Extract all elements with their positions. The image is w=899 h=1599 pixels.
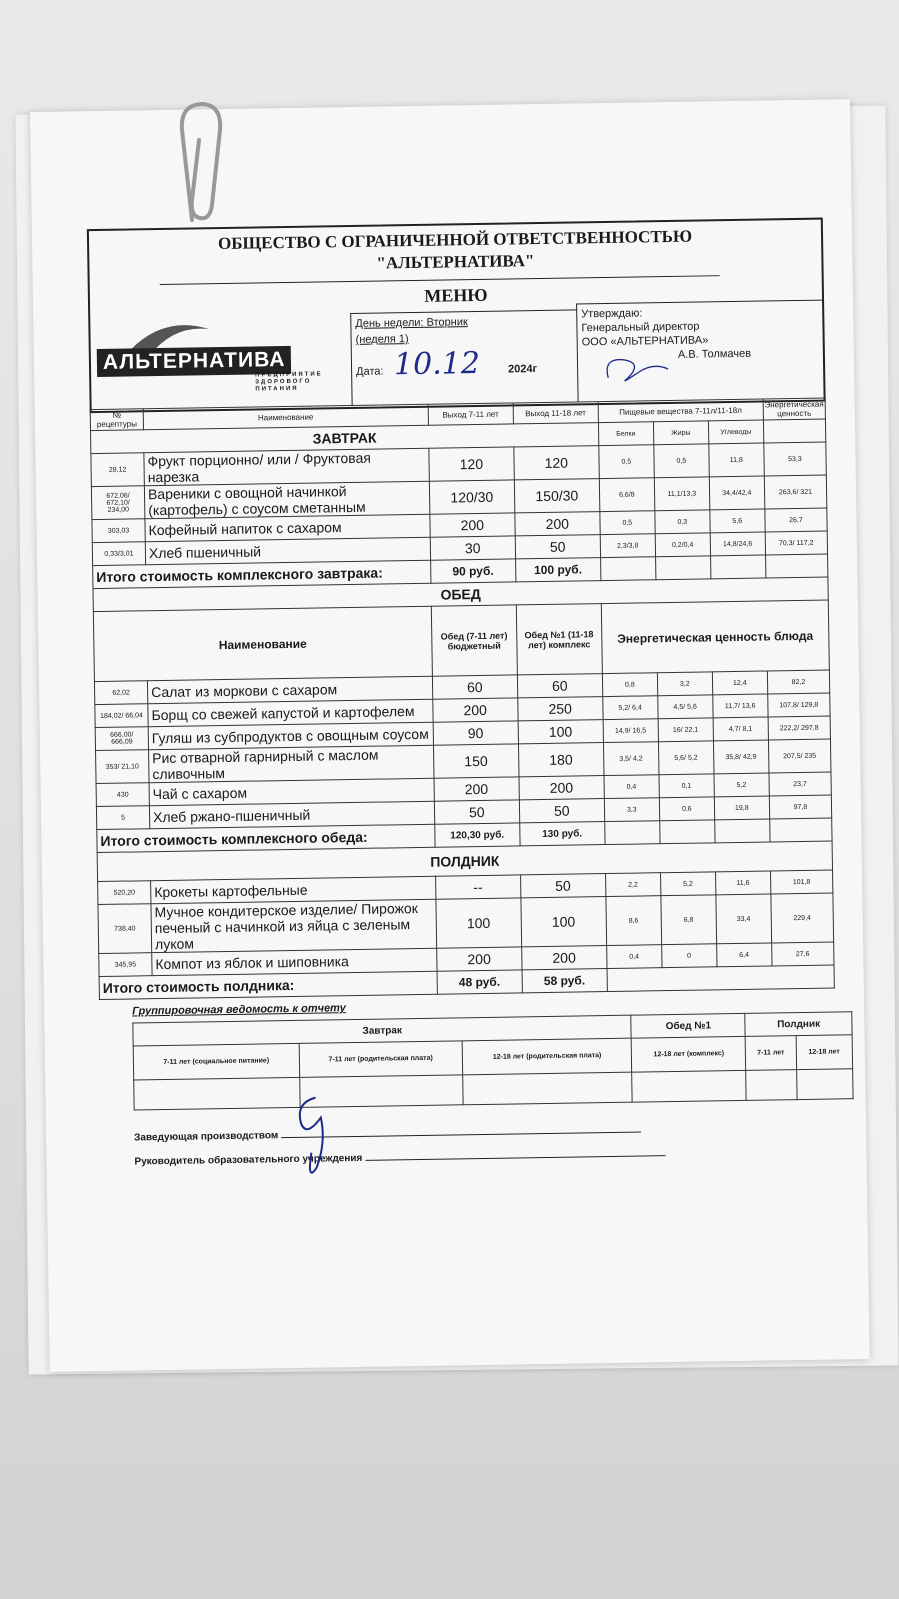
snack-title: ПОЛДНИК	[97, 841, 832, 882]
carbs-value: 5,6	[710, 509, 765, 533]
fat-value: 11,1/13,3	[654, 477, 710, 511]
portion-11-18: 200	[519, 776, 604, 800]
portion-11-18: 100	[518, 720, 603, 744]
energy-value: 101,8	[770, 870, 833, 894]
recipe-code: 666,00/ 666,09	[95, 727, 148, 751]
portion-7-11: 50	[434, 800, 519, 824]
recipe-code: 303,03	[92, 519, 145, 543]
protein-value: 0,4	[604, 775, 659, 799]
dish-name: Салат из моркови с сахаром	[147, 676, 432, 703]
portion-11-18: 50	[515, 535, 600, 559]
col-protein: Белки	[598, 422, 653, 446]
fat-value: 6,8	[661, 895, 717, 945]
energy-value: 222,2/ 297,8	[768, 716, 831, 740]
col-empty	[763, 419, 826, 443]
menu-title: МЕНЮ	[424, 284, 488, 306]
portion-11-18: 250	[518, 697, 603, 721]
recipe-code: 62,02	[94, 681, 147, 705]
portion-7-11: 120	[429, 447, 515, 481]
portion-11-18: 50	[520, 874, 605, 898]
sign-production-label: Заведующая производством	[134, 1130, 279, 1144]
portion-7-11: 200	[434, 777, 519, 801]
approve-name: А.В. Толмачев	[677, 347, 752, 361]
lunch-total-a: 120,30 руб.	[435, 823, 520, 847]
lunch-col-a: Обед (7-11 лет) бюджетный	[431, 605, 517, 676]
carbs-value: 6,4	[716, 943, 771, 967]
energy-value: 97,8	[769, 795, 832, 819]
sign-director	[134, 1148, 665, 1167]
lunch-col-b: Обед №1 (11-18 лет) комплекс	[516, 604, 602, 675]
col-recipe: № рецептуры	[90, 409, 143, 431]
grouping-l1: 12-18 лет (комплекс)	[632, 1036, 746, 1072]
portion-11-18: 100	[521, 897, 607, 947]
energy-value: 27,6	[771, 942, 834, 966]
breakfast-total-a: 90 руб.	[430, 559, 515, 583]
approve-line-3: ООО «АЛЬТЕРНАТИВА»	[581, 334, 709, 349]
date-box	[350, 309, 578, 406]
energy-value: 26,7	[765, 508, 828, 532]
portion-11-18: 50	[519, 799, 604, 823]
portion-7-11: 200	[430, 513, 515, 537]
lunch-header-row	[93, 600, 829, 682]
portion-7-11: 100	[436, 898, 522, 948]
menu-table	[90, 398, 835, 1000]
energy-value: 207,5/ 235	[768, 739, 831, 773]
grouping-breakfast: Завтрак	[133, 1015, 632, 1046]
portion-7-11: 90	[433, 721, 518, 745]
breakfast-total-b: 100 руб.	[515, 558, 600, 582]
org-line-2: "АЛЬТЕРНАТИВА"	[376, 251, 535, 273]
col-energy: Энергетическая ценность	[764, 399, 824, 419]
fat-value: 0,6	[659, 797, 714, 821]
dish-name: Рис отварной гарнирный с маслом сливочным	[149, 745, 434, 782]
grouping-s2: 12-18 лет	[796, 1035, 853, 1070]
dish-name: Компот из яблок и шиповника	[152, 948, 437, 975]
portion-11-18: 200	[521, 946, 606, 970]
col-out-7-11: Выход 7-11 лет	[428, 403, 513, 425]
date-label: Дата:	[356, 365, 384, 378]
fat-value: 0,1	[659, 774, 714, 798]
dish-name: Фрукт порционно/ или / Фруктовая нарезка	[144, 448, 429, 485]
fat-value: 5,2	[660, 872, 715, 896]
portion-7-11: 200	[436, 947, 521, 971]
fat-value: 5,6/ 5,2	[658, 741, 714, 775]
portion-7-11: 150	[433, 744, 519, 778]
carbs-value: 19,8	[714, 796, 769, 820]
grouping-lunch: Обед №1	[631, 1013, 745, 1038]
col-fat: Жиры	[653, 421, 708, 445]
approve-line-2: Генеральный директор	[581, 320, 700, 335]
breakfast-total-label: Итого стоимость комплексного завтрака:	[93, 560, 431, 588]
breakfast-rows	[91, 442, 828, 566]
snack-total-b: 58 руб.	[522, 969, 607, 993]
energy-value: 263,6/ 321	[764, 475, 827, 509]
dish-name: Кофейный напиток с сахаром	[145, 514, 430, 541]
energy-value: 107,8/ 129,8	[767, 693, 830, 717]
carbs-value: 14,8/24,6	[710, 532, 765, 556]
menu-sheet	[30, 99, 870, 1372]
col-out-11-18: Выход 11-18 лет	[513, 402, 598, 424]
sign-production	[134, 1125, 641, 1144]
dish-name: Вареники с овощной начинкой (картофель) с соусом сметанным	[144, 481, 429, 518]
header-box	[87, 218, 826, 414]
grouping-b1: 7-11 лет (социальное питание)	[133, 1043, 299, 1080]
protein-value: 3,5/ 4,2	[603, 742, 659, 776]
carbs-value: 12,4	[712, 671, 767, 695]
logo-text: АЛЬТЕРНАТИВА	[97, 346, 292, 377]
lunch-total-b: 130 руб.	[519, 822, 604, 846]
dish-name: Крокеты картофельные	[151, 876, 436, 903]
portion-7-11: 120/30	[429, 480, 515, 514]
lunch-rows	[94, 670, 831, 830]
company-logo	[94, 317, 345, 401]
carbs-value: 5,2	[714, 773, 769, 797]
recipe-code: 184,02/ 66,04	[95, 704, 148, 728]
portion-11-18: 200	[515, 512, 600, 536]
recipe-code: 672,06/ 672,10/ 234,00	[91, 486, 145, 520]
carbs-value: 35,8/ 42,9	[713, 740, 769, 774]
dish-name: Борщ со свежей капустой и картофелем	[148, 699, 433, 726]
weekday: День недели: Вторник	[355, 316, 468, 330]
carbs-value: 34,4/42,4	[709, 476, 765, 510]
snack-total-label: Итого стоимость полдника:	[99, 971, 437, 999]
recipe-code: 353/ 21,10	[96, 750, 150, 784]
energy-value: 23,7	[769, 772, 832, 796]
breakfast-title: ЗАВТРАК	[91, 423, 599, 454]
energy-value: 82,2	[767, 670, 830, 694]
carbs-value: 33,4	[716, 894, 772, 944]
protein-value: 14,9/ 16,5	[603, 719, 658, 743]
protein-value: 0,5	[599, 445, 655, 479]
recipe-code: 28,12	[91, 453, 145, 487]
energy-value: 70,3/ 117,2	[765, 531, 828, 555]
org-line-1: ОБЩЕСТВО С ОГРАНИЧЕННОЙ ОТВЕТСТВЕННОСТЬЮ	[217, 226, 693, 254]
dish-name: Чай с сахаром	[149, 778, 434, 805]
protein-value: 2,2	[605, 873, 660, 897]
org-name	[89, 224, 822, 279]
signature-icon	[598, 347, 679, 388]
grouping-title: Группировочная ведомость к отчету	[132, 1002, 346, 1018]
portion-11-18: 180	[518, 743, 604, 777]
col-carbs: Углеводы	[708, 420, 763, 444]
grouping-b2: 7-11 лет (родительская плата)	[299, 1041, 463, 1078]
portion-7-11: 200	[433, 698, 518, 722]
energy-value: 229,4	[771, 893, 834, 943]
recipe-code: 0,33/3,01	[92, 542, 145, 566]
year: 2024г	[508, 363, 538, 376]
col-nutrients: Пищевые вещества 7-11л/11-18л	[598, 399, 763, 423]
protein-value: 2,3/3,8	[600, 534, 655, 558]
carbs-value: 4,7/ 8,1	[713, 717, 768, 741]
protein-value: 8,6	[606, 896, 662, 946]
handwritten-signature-icon	[285, 1092, 346, 1183]
date-handwritten: 10.12	[393, 345, 481, 383]
recipe-code: 5	[96, 806, 149, 830]
dish-name: Хлеб пшеничный	[145, 537, 430, 564]
recipe-code: 430	[96, 783, 149, 807]
portion-11-18: 120	[514, 446, 600, 480]
recipe-code: 738,40	[98, 904, 152, 954]
fat-value: 0	[661, 944, 716, 968]
fat-value: 0,2/0,4	[655, 533, 710, 557]
recipe-code: 520,20	[98, 881, 151, 905]
lunch-col-name: Наименование	[93, 606, 432, 681]
paperclip-icon	[172, 100, 232, 230]
carbs-value: 11,8	[709, 443, 765, 477]
portion-11-18: 60	[517, 674, 602, 698]
protein-value: 0,8	[602, 673, 657, 697]
grouping-table	[132, 1011, 853, 1110]
logo-subtitle: ПРЕДПРИЯТИЕ ЗДОРОВОГО ПИТАНИЯ	[255, 371, 323, 393]
protein-value: 5,2/ 6,4	[603, 696, 658, 720]
portion-7-11: 60	[432, 675, 517, 699]
snack-rows	[98, 870, 834, 977]
fat-value: 0,5	[654, 444, 710, 478]
approval-box	[576, 300, 825, 403]
recipe-code: 345,95	[99, 953, 152, 977]
fat-value: 4,5/ 5,6	[658, 695, 713, 719]
grouping-snack: Полдник	[745, 1012, 852, 1037]
protein-value: 0,4	[606, 945, 661, 969]
carbs-value: 11,7/ 13,6	[713, 694, 768, 718]
portion-11-18: 150/30	[514, 479, 600, 513]
fat-value: 16/ 22,1	[658, 718, 713, 742]
grouping-s1: 7-11 лет	[745, 1036, 796, 1071]
snack-total-a: 48 руб.	[437, 970, 522, 994]
lunch-title: ОБЕД	[93, 577, 828, 612]
protein-value: 0,5	[600, 511, 655, 535]
fat-value: 0,3	[655, 510, 710, 534]
col-name: Наименование	[143, 404, 428, 429]
dish-name: Гуляш из субпродуктов с овощным соусом	[148, 722, 433, 749]
lunch-col-energy: Энергетическая ценность блюда	[601, 600, 829, 674]
portion-7-11: --	[435, 875, 520, 899]
grouping-b3: 12-18 лет (родительская плата)	[462, 1038, 632, 1075]
sign-director-label: Руководитель образовательного учреждения	[134, 1152, 363, 1168]
carbs-value: 11,6	[715, 871, 770, 895]
approve-line-1: Утверждаю:	[581, 307, 643, 321]
protein-value: 6,6/8	[599, 478, 655, 512]
protein-value: 3,3	[604, 798, 659, 822]
dish-name: Мучное кондитерское изделие/ Пирожок печеный с начинкой из яйца с зеленым луком	[151, 899, 437, 952]
dish-name: Хлеб ржано-пшеничный	[149, 801, 434, 828]
energy-value: 53,3	[764, 442, 827, 476]
lunch-total-label: Итого стоимость комплексного обеда:	[97, 824, 435, 852]
portion-7-11: 30	[430, 536, 515, 560]
week-number: (неделя 1)	[355, 333, 409, 346]
fat-value: 3,2	[657, 672, 712, 696]
